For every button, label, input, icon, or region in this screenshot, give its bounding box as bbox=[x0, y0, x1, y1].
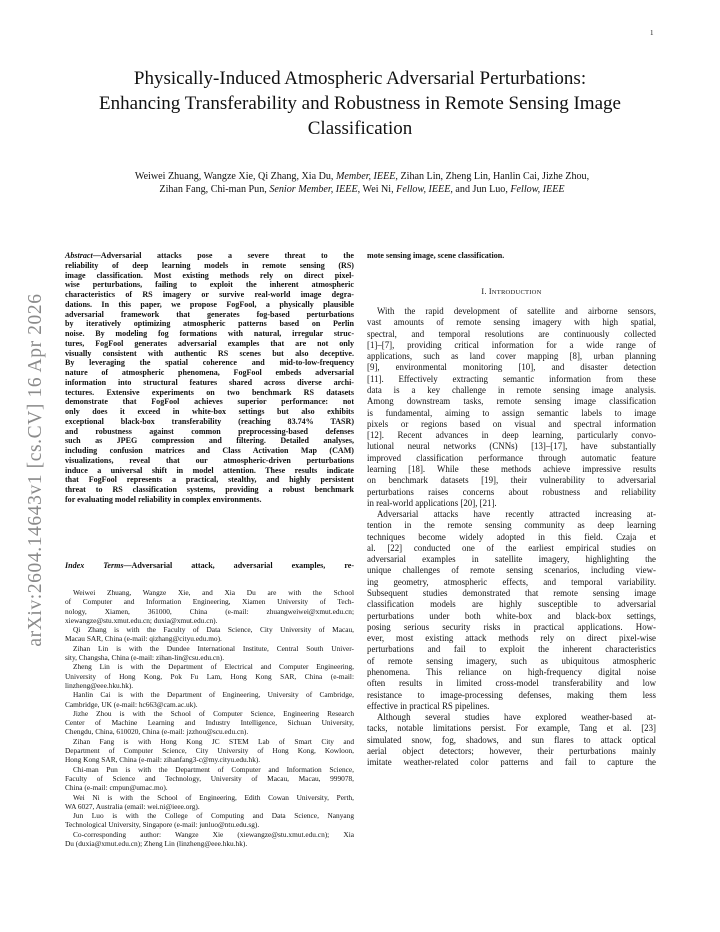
affiliation-line: University of Hong Kong, Pok Fu Lam, Hong Kong SAR, China (e-mail: bbox=[65, 671, 354, 681]
affiliation-line: Chengdu, China, 610020, China (e-mail: jzzhou@scu.edu.cn). bbox=[65, 727, 249, 737]
author-line-1 bbox=[52, 170, 672, 183]
title-line: Classification bbox=[307, 118, 413, 139]
intro-line: applications, such as land cover mapping [8], urban planning bbox=[367, 351, 656, 362]
author-membership: Fellow, IEEE bbox=[396, 184, 451, 195]
intro-line: [12]. Recent advances in deep learning, particularly convo- bbox=[367, 430, 656, 441]
affiliation-line: Zihan Lin is with the Dundee International Institute, Central South Univer- bbox=[73, 643, 354, 653]
intro-line: pixels or regions based on visual and spectral information bbox=[367, 418, 656, 429]
author-names: , Wei Ni, bbox=[357, 184, 394, 195]
abstract-label: Abstract bbox=[65, 251, 93, 260]
intro-line: Subsequent studies demonstrated that remote sensing image bbox=[367, 588, 656, 599]
intro-line: al. [22] conducted one of the earliest empirical studies on bbox=[367, 542, 656, 553]
intro-line: effective in practical RS pipelines. bbox=[367, 700, 490, 711]
intro-line: techniques become widely adopted in this field. Czaja et bbox=[367, 531, 656, 542]
abstract-line: visually consistent with authentic RS scenes but also deceptive. bbox=[65, 348, 354, 358]
intro-line: often results in limited cross-model transferability and low bbox=[367, 678, 656, 689]
intro-line: imitate weather-related color patterns and fail to capture the bbox=[367, 757, 656, 768]
author-names: Weiwei Zhuang, Wangze Xie, Qi Zhang, Xia Du, bbox=[134, 171, 334, 182]
affiliation-line: Macau SAR, China (e-mail: qizhang@cityu.edu.mo). bbox=[65, 634, 222, 644]
index-terms-label: Index Terms bbox=[65, 561, 124, 570]
abstract-line: such as JPEG compression and filtering. Detailed analyses, bbox=[65, 436, 354, 446]
affiliation-line: Jun Luo is with the College of Computing and Data Science, Nanyang bbox=[73, 811, 354, 821]
abstract-line: tectures. Extensive experiments on two benchmark RS datasets bbox=[65, 387, 354, 397]
abstract-line: characteristics of RS imagery or survive real-world image degra- bbox=[65, 290, 354, 299]
intro-line: learning [18]. While these methods achieve impressive results bbox=[367, 463, 656, 474]
introduction-text bbox=[367, 306, 656, 769]
affiliation-line: Chi-man Pun is with the Department of Computer and Information Science, bbox=[73, 764, 354, 774]
intro-line: tacks, notable limitations persist. For example, Tang et al. [23] bbox=[367, 723, 656, 734]
abstract-line: demonstrate that FogFool achieves superior performance: not bbox=[65, 397, 354, 407]
author-names: , and Jun Luo, bbox=[450, 184, 508, 195]
page-number: 1 bbox=[650, 29, 654, 37]
intro-line: [11]. Effectively extracting semantic information from these bbox=[367, 373, 656, 384]
affiliation-line: Department of Computer Science, City University of Hong Kong, Kowloon, bbox=[65, 746, 354, 756]
intro-line: in real-world applications [20], [21]. bbox=[367, 497, 497, 508]
abstract-text: —Adversarial attacks pose a severe threat to the bbox=[92, 251, 354, 260]
abstract-line: visualizations, reveal that our atmospheric-driven perturbations bbox=[65, 455, 354, 465]
author-membership: Member, IEEE bbox=[336, 171, 396, 182]
intro-line: spectral, and temporal resolutions are continuously collected bbox=[367, 328, 656, 339]
author-membership: Fellow, IEEE bbox=[510, 184, 565, 195]
affiliation-line: Technological University, Singapore (e-mail: junluo@ntu.edu.sg). bbox=[65, 820, 260, 830]
affiliation-line: sity, Changsha, China (e-mail: zihan-lin@csu.edu.cn). bbox=[65, 653, 225, 663]
affiliations-footnote bbox=[65, 588, 354, 848]
index-terms-text: —Adversarial attack, adversarial examples, re- bbox=[123, 561, 354, 570]
intro-line: data is a key challenge in remote sensing image analysis. bbox=[367, 384, 656, 395]
abstract bbox=[65, 251, 354, 505]
title-line: Physically-Induced Atmospheric Adversarial Perturbations: bbox=[133, 68, 587, 89]
abstract-line: information into structural features shared across diverse archi- bbox=[65, 377, 354, 387]
affiliation-line: xiewangze@stu.xmut.edu.cn; duxia@xmut.edu.cn). bbox=[65, 615, 218, 625]
intro-line: unique challenges of remote sensing scenarios, including view- bbox=[367, 565, 656, 576]
intro-line: perturbations raises concerns about robustness and reliability bbox=[367, 486, 656, 497]
intro-line: Although several studies have explored weather-based at- bbox=[377, 712, 656, 723]
abstract-first-line bbox=[65, 251, 354, 261]
abstract-line: adversarial framework that generates fog-based perturbations bbox=[65, 309, 354, 319]
intro-line: improved classification performance through automatic feature bbox=[367, 452, 656, 463]
index-terms-continuation: mote sensing image, scene classification. bbox=[367, 251, 505, 260]
intro-line: posing serious security risks in practical applications. How- bbox=[367, 621, 656, 632]
affiliation-line: Zheng Lin is with the Department of Electrical and Computer Engineering, bbox=[73, 662, 354, 672]
intro-line: phenomena. This reliance on high-frequency digital noise bbox=[367, 667, 656, 677]
affiliation-line: Wei Ni is with the School of Engineering, Edith Cowan University, Perth, bbox=[73, 792, 354, 802]
intro-line: perturbations and fail to exploit the inherent characteristics bbox=[367, 644, 656, 655]
intro-line: ever, most existing attack methods rely on direct pixel-wise bbox=[367, 633, 656, 644]
intro-line: lutional neural networks (CNNs) [13]–[17], have substantially bbox=[367, 441, 656, 452]
affiliation-line: Du (duxia@xmut.edu.cn); Zheng Lin (linzheng@eee.hku.hk). bbox=[65, 839, 248, 849]
affiliation-line: nology, Xiamen, 361000, China (e-mail: zhuangweiwei@xmut.edu.cn; bbox=[65, 606, 354, 616]
abstract-line: wise perturbations, failing to exploit the inherent atmospheric bbox=[65, 280, 354, 290]
abstract-line: image classification. Most existing methods rely on direct pixel- bbox=[65, 270, 354, 280]
abstract-line: tures, FogFool generates adversarial examples that are not only bbox=[65, 338, 354, 348]
affiliation-line: China (e-mail: cmpun@umac.mo). bbox=[65, 783, 168, 793]
author-names: , Zihan Lin, Zheng Lin, Hanlin Cai, Jizhe Zhou, bbox=[395, 171, 590, 182]
intro-line: adversarial examples in satellite imagery, highlighting the bbox=[367, 554, 656, 565]
intro-line: resistance to image-processing defenses, making them less bbox=[367, 689, 656, 700]
author-names: Zihan Fang, Chi-man Pun, bbox=[159, 184, 267, 195]
affiliation-line: Weiwei Zhuang, Wangze Xie, and Xia Du are with the School bbox=[73, 588, 354, 597]
intro-line: tention in the remote sensing community as deep learning bbox=[367, 520, 656, 531]
intro-line: Among downstream tasks, remote sensing image classification bbox=[367, 396, 656, 407]
abstract-line: and robustness against common preprocessing-based defenses bbox=[65, 426, 354, 436]
affiliation-line: WA 6027, Australia (email: wei.ni@ieee.org). bbox=[65, 801, 200, 811]
abstract-line: By leveraging the spatial coherence and mid-to-low-frequency bbox=[65, 358, 354, 368]
abstract-line: noise. By modeling fog formations with natural, irregular struc- bbox=[65, 329, 354, 338]
abstract-line: threat to RS classification systems, providing a robust benchmark bbox=[65, 485, 354, 494]
intro-line: vast amounts of remote sensing imagery with high spatial, bbox=[367, 317, 656, 328]
intro-line: on benchmark datasets [19], their vulnerability to adversarial bbox=[367, 475, 656, 486]
abstract-line: including confusion matrices and Class Activation Map (CAM) bbox=[65, 446, 354, 455]
affiliation-line: Hanlin Cai is with the Department of Engineering, University of Cambridge, bbox=[73, 690, 354, 700]
abstract-line: dations. In this paper, we propose FogFool, a physically plausible bbox=[65, 299, 354, 309]
intro-line: perturbations under both white-box and black-box settings, bbox=[367, 610, 656, 621]
intro-line: ing geometry, atmospheric effects, and temporal variability. bbox=[367, 576, 656, 587]
section-heading: I. INTRODUCTION bbox=[481, 287, 542, 296]
paper-title bbox=[40, 66, 680, 141]
arxiv-stamp-text: arXiv:2604.14643v1 [cs.CV] 16 Apr 2026 bbox=[24, 293, 46, 647]
abstract-line: induce a universal shift in model attention. These results indicate bbox=[65, 465, 354, 475]
intro-line: aerial object detectors; however, their perturbations mainly bbox=[367, 745, 656, 756]
intro-line: is fundamental, aiming to assign semantic labels to image bbox=[367, 407, 656, 418]
index-terms bbox=[65, 561, 354, 571]
author-list bbox=[52, 170, 672, 196]
affiliation-line: of Computer and Information Engineering, Xiamen University of Tech- bbox=[65, 597, 354, 607]
intro-line: classification models are highly susceptible to adversarial bbox=[367, 599, 656, 610]
intro-line: [9], environmental monitoring [10], and disaster detection bbox=[367, 362, 656, 373]
intro-line: With the rapid development of satellite and airborne sensors, bbox=[377, 306, 656, 316]
index-terms-line bbox=[65, 561, 354, 571]
affiliation-line: Center of Machine Learning and Industry Intelligence, Sichuan University, bbox=[65, 718, 354, 728]
abstract-line: for evaluating model reliability in complex environments. bbox=[65, 494, 262, 504]
intro-line: of remote sensing imagery, such as ubiquitous atmospheric bbox=[367, 655, 656, 666]
abstract-line: reliability of deep learning models in remote sensing (RS) bbox=[65, 260, 354, 270]
affiliation-line: Faculty of Science and Technology, University of Macau, Macau, 999078, bbox=[65, 773, 354, 783]
affiliation-line: Co-corresponding author: Wangze Xie (xiewangze@stu.xmut.edu.cn); Xia bbox=[73, 829, 354, 839]
abstract-line: nature of atmospheric phenomena, FogFool embeds adversarial bbox=[65, 368, 354, 377]
abstract-line: exceptional black-box transferability (reaching 83.74% TASR) bbox=[65, 416, 354, 426]
arxiv-stamp bbox=[22, 258, 49, 682]
affiliation-line: Cambridge, UK (e-mail: hc663@cam.ac.uk). bbox=[65, 699, 198, 709]
intro-line: Adversarial attacks have recently attracted increasing at- bbox=[377, 509, 656, 520]
affiliation-line: linzheng@eee.hku.hk). bbox=[65, 680, 134, 690]
abstract-line: only does it exceed in white-box settings but also exhibits bbox=[65, 407, 354, 416]
affiliation-line: Qi Zhang is with the Faculty of Data Science, City University of Macau, bbox=[73, 625, 354, 635]
affiliation-line: Zihan Fang is with Hong Kong JC STEM Lab of Smart City and bbox=[73, 736, 354, 746]
affiliation-line: Hong Kong SAR, China (e-mail: zihanfang3-c@my.cityu.edu.hk). bbox=[65, 755, 261, 765]
author-line-2 bbox=[52, 183, 672, 196]
abstract-line: that FogFool represents a practical, stealthy, and highly persistent bbox=[65, 475, 354, 485]
affiliation-line: Jizhe Zhou is with the School of Computer Science, Engineering Research bbox=[73, 708, 354, 718]
author-membership: Senior Member, IEEE bbox=[269, 184, 358, 195]
title-line: Enhancing Transferability and Robustness in Remote Sensing Image bbox=[99, 93, 621, 114]
intro-line: [1]–[7], providing critical information for a wide range of bbox=[367, 339, 656, 350]
abstract-line: by iteratively optimizing atmospheric patterns based on Perlin bbox=[65, 319, 354, 329]
intro-line: simulated snow, fog, shadows, and sun flares to attack optical bbox=[367, 734, 656, 745]
